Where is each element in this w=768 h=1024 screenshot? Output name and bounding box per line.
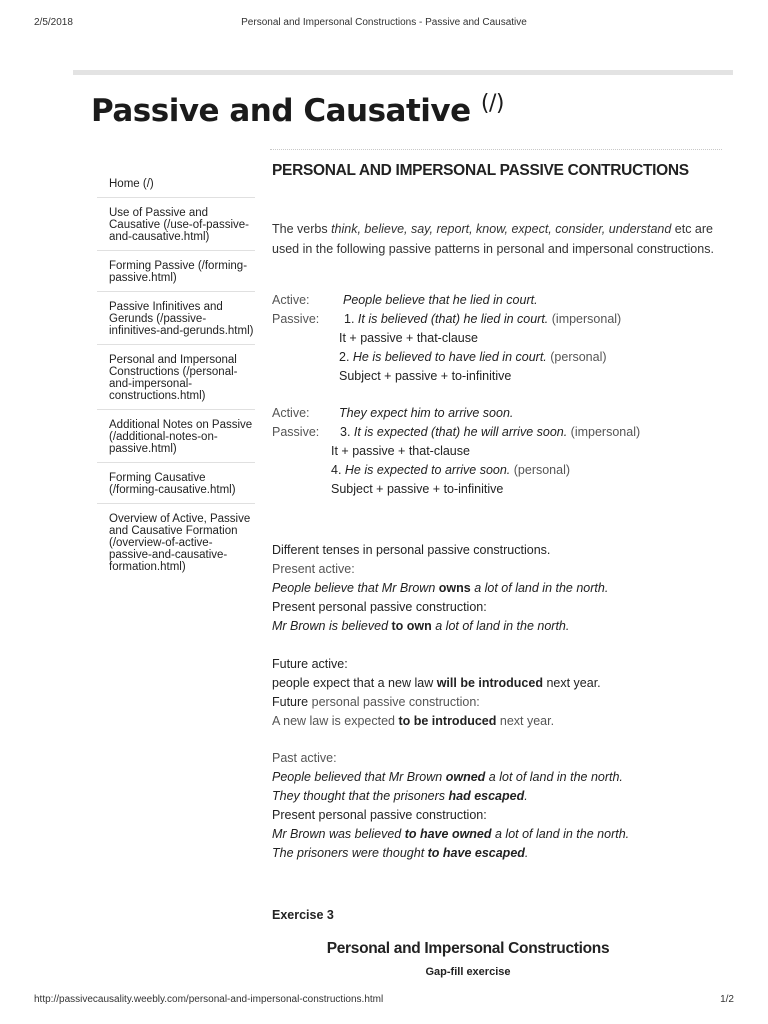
exercise-label: Exercise 3 [272, 908, 334, 922]
print-footer-url: http://passivecausality.weebly.com/personal-and-impersonal-constructions.html [34, 994, 384, 1005]
print-date: 2/5/2018 [34, 17, 73, 28]
ex2-formula-3: It + passive + that-clause [331, 444, 470, 458]
intro-paragraph: The verbs think, believe, say, report, know, expect, consider, understand etc are used in the following passive patterns in personal and impersonal constructions. [272, 222, 714, 256]
sidebar-item-passive-infinitives[interactable]: Passive Infinitives and Gerunds (/passive-infinitives-and-gerunds.html) [97, 292, 255, 345]
ex2-active-label: Active: [272, 406, 310, 420]
ex2-formula-4: Subject + passive + to-infinitive [331, 482, 504, 496]
present-passive-sentence: Mr Brown is believed to own a lot of land in the north. [272, 619, 570, 633]
past-passive-label: Present personal passive construction: [272, 808, 487, 822]
sidebar-item-forming-passive[interactable]: Forming Passive (/forming-passive.html) [97, 251, 255, 292]
past-passive-sentence-2: The prisoners were thought to have escaped. [272, 846, 529, 860]
present-active-label: Present active: [272, 562, 355, 576]
ex1-passive-1: 1. It is believed (that) he lied in court. (impersonal) [344, 312, 622, 326]
past-passive-sentence-1: Mr Brown was believed to have owned a lot of land in the north. [272, 827, 630, 841]
ex1-active-sentence: People believe that he lied in court. [343, 293, 538, 307]
future-passive-label: Future personal passive construction: [272, 695, 480, 709]
print-page-number: 1/2 [720, 994, 734, 1005]
print-page-title: Personal and Impersonal Constructions - Passive and Causative [241, 17, 527, 28]
future-active-sentence: people expect that a new law will be introduced next year. [272, 676, 601, 690]
ex1-formula-2: Subject + passive + to-infinitive [339, 369, 512, 383]
sidebar-item-additional-notes[interactable]: Additional Notes on Passive (/additional-notes-on-passive.html) [97, 410, 255, 463]
exercise-subtitle: Gap-fill exercise [425, 966, 511, 978]
site-title-link[interactable]: (/) [480, 91, 504, 116]
ex1-active-label: Active: [272, 293, 310, 307]
section-heading: PERSONAL AND IMPERSONAL PASSIVE CONTRUCTIONS [272, 162, 689, 179]
present-passive-label: Present personal passive construction: [272, 600, 487, 614]
past-active-sentence-1: People believed that Mr Brown owned a lot of land in the north. [272, 770, 623, 784]
ex1-passive-label: Passive: [272, 312, 320, 326]
site-title-text[interactable]: Passive and Causative [91, 93, 471, 129]
sidebar-item-home[interactable]: Home (/) [97, 169, 255, 198]
ex2-passive-4: 4. He is expected to arrive soon. (personal) [331, 463, 571, 477]
sidebar-item-forming-causative[interactable]: Forming Causative (/forming-causative.html) [97, 463, 255, 504]
tenses-intro: Different tenses in personal passive constructions. [272, 543, 551, 557]
ex1-formula-1: It + passive + that-clause [339, 331, 478, 345]
ex2-passive-label: Passive: [272, 425, 320, 439]
present-active-sentence: People believe that Mr Brown owns a lot of land in the north. [272, 581, 609, 595]
sidebar-item-personal-impersonal[interactable]: Personal and Impersonal Constructions (/personal-and-impersonal-constructions.html) [97, 345, 255, 410]
top-bar-divider [73, 70, 733, 75]
past-active-sentence-2: They thought that the prisoners had escaped. [272, 789, 528, 803]
sidebar-item-use-of-passive[interactable]: Use of Passive and Causative (/use-of-passive-and-causative.html) [97, 198, 255, 251]
ex2-passive-3: 3. It is expected (that) he will arrive soon. (impersonal) [340, 425, 641, 439]
future-active-label: Future active: [272, 657, 348, 671]
sidebar-nav [97, 169, 255, 580]
past-active-label: Past active: [272, 751, 337, 765]
future-passive-sentence: A new law is expected to be introduced next year. [272, 714, 555, 728]
site-title[interactable] [91, 93, 504, 129]
sidebar-item-overview[interactable]: Overview of Active, Passive and Causative Formation (/overview-of-active-passive-and-causative-formation.html) [109, 513, 251, 573]
ex1-passive-2: 2. He is believed to have lied in court. (personal) [339, 350, 607, 364]
exercise-title: Personal and Impersonal Constructions [326, 940, 610, 957]
header-divider [270, 149, 722, 150]
ex2-active-sentence: They expect him to arrive soon. [339, 406, 514, 420]
